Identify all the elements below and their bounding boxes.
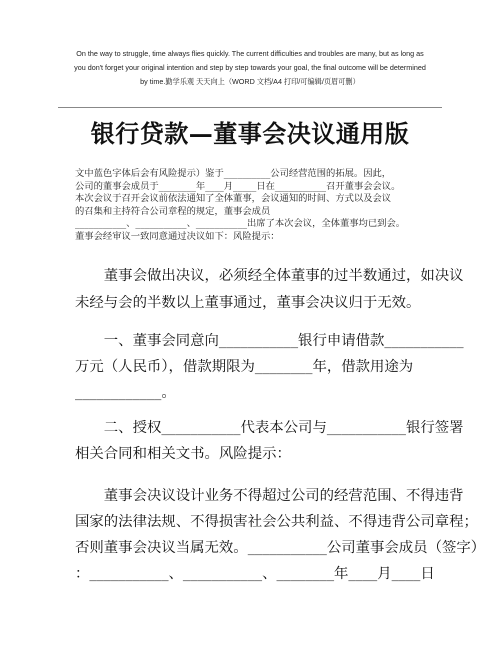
body-line: 董事会决议设计业务不得超过公司的经营范围、不得违背: [75, 488, 464, 504]
risk-notice-line: ___________、___________、___________出席了本次会议，全体董事均已到会。: [75, 218, 406, 230]
risk-notice-line: 文中蓝色字体后会有风险提示）鉴于__________公司经营范围的拓展。因此，: [75, 168, 392, 179]
document-title: 银行贷款—董事会决议通用版: [90, 119, 410, 148]
header-line-3: by time.勤学乐观 天天向上（WORD 文档/A4 打印/可编辑/页眉可删）: [140, 77, 360, 86]
body-line: 二、授权___________代表本公司与___________银行签署: [75, 420, 464, 436]
risk-notice-line: 的召集和主持符合公司章程的规定，董事会成员: [75, 205, 271, 217]
body-line: 万元（人民币），借款期限为________年，借款用途为: [75, 359, 414, 375]
risk-notice-line: 公司的董事会成员于________年____月_____日在___________召开董事会会议。: [75, 180, 401, 192]
risk-notice-line: 本次会议于召开会议前依法通知了全体董事，会议通知的时间、方式以及会议: [75, 193, 392, 205]
body-line: 国家的法律法规、不得损害社会公共利益、不得违背公司章程；: [75, 514, 478, 530]
body-line: 董事会做出决议，必须经全体董事的过半数通过，如决议: [75, 268, 464, 284]
header-divider: [58, 107, 442, 108]
body-line: 否则董事会决议当属无效。___________公司董事会成员（签字）: [75, 540, 486, 556]
intro-paragraph: [75, 263, 464, 317]
page-header: [58, 47, 442, 89]
resolution-item-2: [75, 415, 464, 467]
header-line-1: On the way to struggle, time always flies quickly. The current difficulties and troubles are many, but as long as: [76, 49, 424, 58]
closing-paragraph: [75, 483, 486, 587]
body-line: 相关合同和相关文书。风险提示：: [75, 446, 291, 462]
signature-line: ：___________、___________、________年____月____日: [75, 566, 435, 582]
body-line: 未经与会的半数以上董事通过，董事会决议归于无效。: [75, 295, 421, 311]
body-line: ____________。: [75, 385, 176, 401]
header-line-2: you don't forget your original intention and step by step towards your goal, the final outcome will be determined: [74, 63, 426, 72]
risk-notice-line: 董事会经审议一致同意通过决议如下：风险提示：: [75, 230, 280, 242]
resolution-item-1: [75, 328, 464, 406]
body-line: 一、董事会同意向___________银行申请借款___________: [75, 333, 464, 349]
risk-notice-paragraph: [75, 168, 435, 244]
